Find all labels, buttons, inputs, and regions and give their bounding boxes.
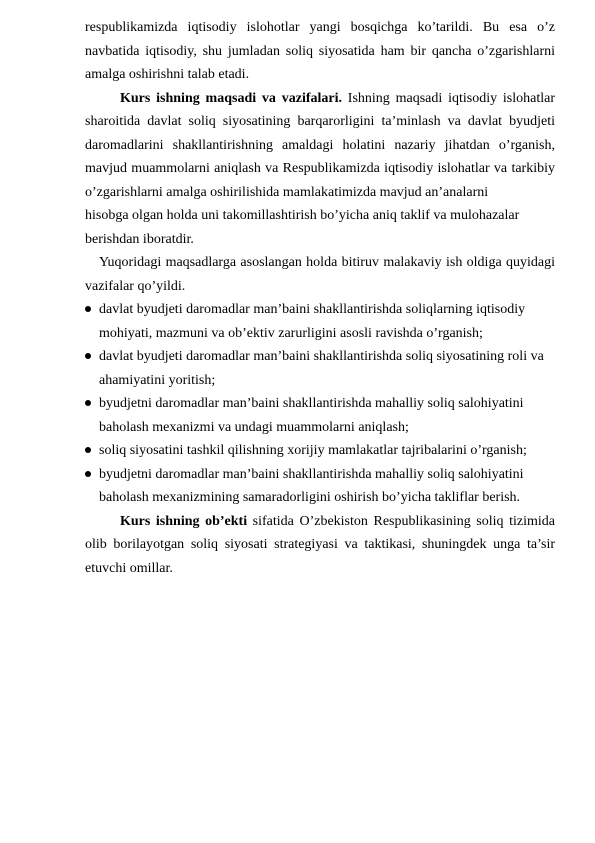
list-item <box>85 463 555 510</box>
bullet-icon <box>85 447 91 453</box>
list-item-text: soliq siyosatini tashkil qilishning xorijiy mamlakatlar tajribalarini o’rganish; <box>99 443 527 458</box>
list-item-text: byudjetni daromadlar man’baini shakllantirishda mahalliy soliq salohiyatini baholash mexanizmining samaradorligini oshirish bo’yicha takliflar berish. <box>99 466 524 505</box>
object-text: sifatida O’zbekiston Respublikasining soliq tizimida olib borilayotgan soliq siyosati strategiyasi va taktikasi, shuningdek unga ta’sir etuvchi omillar. <box>85 513 555 576</box>
document-body <box>85 16 555 580</box>
object-heading: Kurs ishning ob’ekti <box>120 513 248 529</box>
list-item <box>85 439 555 463</box>
bullet-icon <box>85 400 91 406</box>
goals-text: Ishning maqsadi iqtisodiy islohatlar sharoitida davlat soliq siyosatining barqarorligini ta’minlash va davlat byudjeti daromadlarini shakllantirishning amaldagi holatini nazariy jihatdan o’rganish, mavjud muammolarni aniqlash va Respublikamizda iqtisodiy islohatlar va tarkibiy o’zgarishlarni amalga oshirilishida mamlakatimizda mavjud an’analarni <box>85 90 555 200</box>
paragraph-goals <box>85 87 555 205</box>
goals-heading: Kurs ishning maqsadi va vazifalari. <box>120 90 342 106</box>
goals-line-2: hisobga olgan holda uni takomillashtirish bo’yicha aniq taklif va mulohazalar <box>85 208 520 223</box>
bullet-icon <box>85 471 91 477</box>
goals-line-3: berishdan iboratdir. <box>85 231 194 247</box>
list-item-text: davlat byudjeti daromadlar man’baini shakllantirishda soliqlarning iqtisodiy mohiyati, mazmuni va ob’ektiv zarurligini asosli ravishda o’rganish; <box>99 302 526 341</box>
paragraph-intro: respublikamizda iqtisodiy islohotlar yangi bosqichga ko’tarildi. Bu esa o’z navbatida iqtisodiy, shu jumladan soliq siyosatida ham bir qancha o’zgarishlarni amalga oshirishni talab etadi. <box>85 20 555 82</box>
list-item-text: byudjetni daromadlar man’baini shakllantirishda mahalliy soliq salohiyatini baholash mexanizmi va undagi muammolarni aniqlash; <box>99 396 524 435</box>
tasks-list <box>85 298 555 510</box>
list-item <box>85 392 555 439</box>
bullet-icon <box>85 353 91 359</box>
bullet-icon <box>85 306 91 312</box>
list-item-text: davlat byudjeti daromadlar man’baini shakllantirishda soliq siyosatining roli va ahamiyatini yoritish; <box>99 349 544 388</box>
list-item <box>85 345 555 392</box>
paragraph-tasks-intro: Yuqoridagi maqsadlarga asoslangan holda bitiruv malakaviy ish oldiga quyidagi vazifalar qo’yildi. <box>85 255 555 294</box>
paragraph-object <box>85 510 555 581</box>
list-item <box>85 298 555 345</box>
